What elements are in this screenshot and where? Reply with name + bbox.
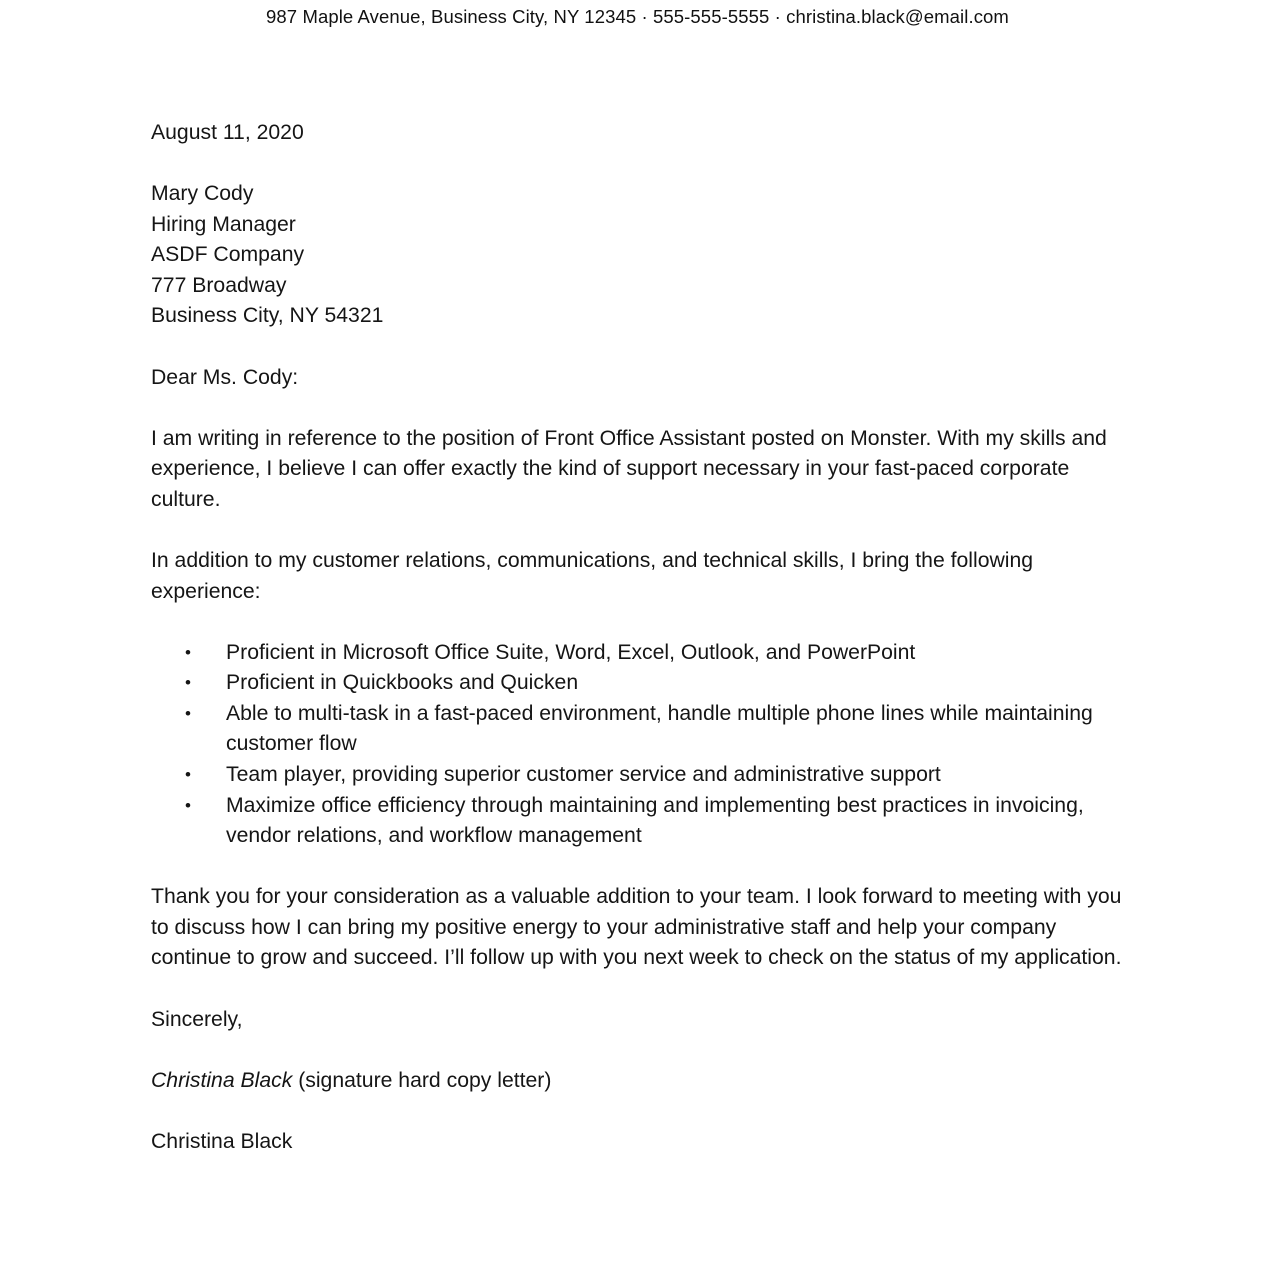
list-item <box>151 668 1129 699</box>
experience-bullet-list <box>151 638 1129 852</box>
list-item-label: Team player, providing superior customer service and administrative support <box>226 763 941 786</box>
recipient-title: Hiring Manager <box>151 212 296 236</box>
recipient-name: Mary Cody <box>151 182 254 206</box>
signature-line <box>151 1066 1129 1097</box>
bullet-point-icon: • <box>185 795 191 815</box>
recipient-street: 777 Broadway <box>151 273 287 297</box>
letter-date: August 11, 2020 <box>151 121 304 144</box>
salutation: Dear Ms. Cody: <box>151 365 299 389</box>
closing-salutation: Sincerely, <box>151 1007 243 1031</box>
list-item <box>151 791 1129 852</box>
recipient-company: ASDF Company <box>151 243 305 267</box>
typed-sender-name: Christina Black <box>151 1129 293 1153</box>
list-item <box>151 699 1129 760</box>
list-item-label: Able to multi-task in a fast-paced environment, handle multiple phone lines while maintaining customer flow <box>226 701 1093 756</box>
list-item-label: Proficient in Microsoft Office Suite, Word, Excel, Outlook, and PowerPoint <box>226 640 916 664</box>
signature-note: (signature hard copy letter) <box>292 1068 552 1092</box>
bullet-point-icon: • <box>185 642 191 662</box>
paragraph-intro: I am writing in reference to the position of Front Office Assistant posted on Monster. With my skills and experience, I believe I can offer exactly the kind of support necessary in your fast-paced corporate culture. <box>151 426 1107 511</box>
paragraph-closing: Thank you for your consideration as a valuable addition to your team. I look forward to meeting with you to discuss how I can bring my positive energy to your administrative staff and help your company continue to grow and succeed. I’ll follow up with you next week to check on the status of my application. <box>151 885 1122 970</box>
letterhead-contact-line: 987 Maple Avenue, Business City, NY 12345 · 555-555-5555 · christina.black@email.com <box>266 6 1009 27</box>
bullet-point-icon: • <box>185 703 191 723</box>
list-item-label: Maximize office efficiency through maintaining and implementing best practices in invoicing, vendor relations, and workflow management <box>226 793 1084 848</box>
letter-body <box>151 118 1129 1157</box>
bullet-point-icon: • <box>185 673 191 693</box>
list-item <box>151 638 1129 669</box>
recipient-address-block <box>151 179 1129 332</box>
bullet-point-icon: • <box>185 765 191 784</box>
list-item <box>151 760 1129 791</box>
paragraph-skills-lead-in: In addition to my customer relations, communications, and technical skills, I bring the following experience: <box>151 548 1034 603</box>
recipient-city-state-zip: Business City, NY 54321 <box>151 304 384 328</box>
signature-script-name: Christina Black <box>151 1068 293 1092</box>
list-item-label: Proficient in Quickbooks and Quicken <box>226 671 579 695</box>
